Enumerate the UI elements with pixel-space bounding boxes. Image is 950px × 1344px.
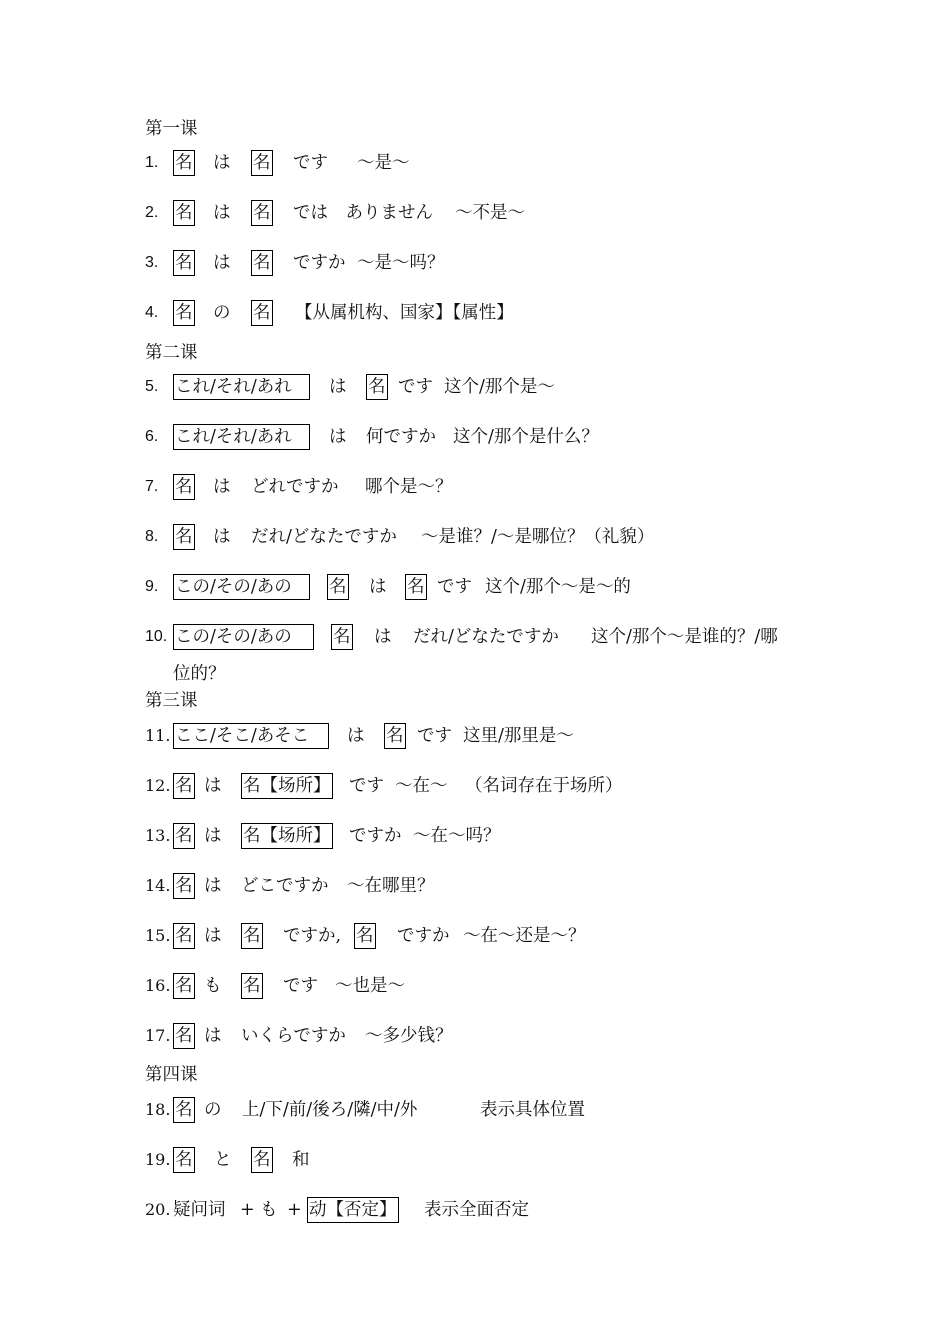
meaning: 哪个是～？ (365, 477, 453, 497)
copula: どれですか (251, 477, 339, 497)
copula: だれ/どなたですか (413, 627, 559, 647)
particle: は (204, 1026, 222, 1046)
particle: は (204, 826, 222, 846)
lesson-heading: 第三课 (145, 691, 198, 711)
position-words: 上/下/前/後ろ/隣/中/外 (242, 1100, 418, 1120)
particle: は (347, 726, 365, 746)
noun-box: 名 (251, 250, 273, 276)
demonstrative-box: ここ/そこ/あそこ (173, 723, 329, 749)
place-noun-box: 名【场所】 (241, 773, 333, 799)
row-number: 16. (145, 976, 171, 995)
noun-box: 名 (241, 973, 263, 999)
row-number: 2. (145, 204, 159, 221)
copula: では ありません (293, 203, 433, 223)
demonstrative-box: この/その/あの (173, 574, 310, 600)
row-number: 6. (145, 428, 159, 445)
meaning: ～不是～ (455, 203, 525, 223)
verb-negative-box: 动【否定】 (307, 1197, 399, 1223)
particle: は (204, 876, 222, 896)
row-number: 13. (145, 826, 171, 845)
particle: は (204, 776, 222, 796)
particle: も (260, 1200, 278, 1220)
noun-box: 名 (173, 1147, 195, 1173)
noun-box: 名 (173, 474, 195, 500)
row-number: 10. (145, 628, 168, 645)
noun-box: 名 (405, 574, 427, 600)
meaning: ～是～ (357, 153, 410, 173)
copula: どこですか (241, 876, 329, 896)
row-continuation: 位的？ (173, 664, 226, 684)
noun-box: 名 (251, 1147, 273, 1173)
noun-box: 名 (331, 624, 353, 650)
demonstrative-box: これ/それ/あれ (173, 374, 310, 400)
meaning: ～在～吗？ (413, 826, 501, 846)
noun-box: 名 (173, 1097, 195, 1123)
copula: ですか (293, 253, 346, 273)
copula: です (349, 776, 384, 796)
particle: は (204, 926, 222, 946)
meaning: ～在～还是～？ (463, 926, 586, 946)
copula: 何ですか (366, 427, 436, 447)
copula: です (293, 153, 328, 173)
noun-box: 名 (173, 973, 195, 999)
row-number: 14. (145, 876, 171, 895)
row-number: 19. (145, 1150, 171, 1169)
row-number: 1. (145, 154, 159, 171)
row-number: 17. (145, 1026, 171, 1045)
meaning: ～是谁？/～是哪位？（礼貌） (421, 527, 655, 547)
particle: は (213, 527, 231, 547)
lesson-heading: 第四课 (145, 1065, 198, 1085)
noun-box: 名 (251, 200, 273, 226)
row-number: 18. (145, 1100, 171, 1119)
particle: は (374, 627, 392, 647)
meaning-note: （名词存在于场所） (465, 776, 623, 796)
noun-box: 名 (354, 923, 376, 949)
copula: だれ/どなたですか (251, 527, 397, 547)
row-number: 20. (145, 1200, 171, 1219)
row-number: 4. (145, 304, 159, 321)
noun-box: 名 (173, 1023, 195, 1049)
copula: です (417, 726, 452, 746)
demonstrative-box: この/その/あの (173, 624, 314, 650)
meaning: 这个/那个～是～的 (485, 577, 631, 597)
noun-box: 名 (173, 300, 195, 326)
particle: は (329, 377, 347, 397)
noun-box: 名 (173, 250, 195, 276)
meaning: 和 (292, 1150, 310, 1170)
meaning: 表示具体位置 (480, 1100, 585, 1120)
particle: と (214, 1150, 232, 1170)
copula: いくらですか (241, 1026, 346, 1046)
demonstrative-box: これ/それ/あれ (173, 424, 310, 450)
row-number: 7. (145, 478, 159, 495)
row-number: 15. (145, 926, 171, 945)
interrogative: 疑问词 (173, 1200, 226, 1220)
lesson-heading: 第一课 (145, 119, 198, 139)
copula: ですか, (283, 926, 342, 946)
particle: の (213, 303, 231, 323)
particle: は (213, 253, 231, 273)
row-number: 12. (145, 776, 171, 795)
meaning: 表示全面否定 (424, 1200, 529, 1220)
row-number: 11. (145, 726, 171, 745)
copula: ですか (397, 926, 450, 946)
particle: は (369, 577, 387, 597)
meaning: ～是～吗？ (357, 253, 445, 273)
row-number: 5. (145, 378, 159, 395)
particle: の (204, 1100, 222, 1120)
noun-box: 名 (173, 873, 195, 899)
particle: も (204, 976, 222, 996)
noun-box: 名 (251, 150, 273, 176)
noun-box: 名 (366, 374, 388, 400)
noun-box: 名 (173, 150, 195, 176)
noun-box: 名 (173, 823, 195, 849)
lesson-heading: 第二课 (145, 343, 198, 363)
particle: は (329, 427, 347, 447)
noun-box: 名 (327, 574, 349, 600)
noun-box: 名 (384, 723, 406, 749)
plus-sign: + (240, 1200, 255, 1220)
plus-sign: + (287, 1200, 302, 1220)
noun-box: 名 (173, 200, 195, 226)
row-number: 9. (145, 578, 159, 595)
noun-box: 名 (173, 524, 195, 550)
meaning: ～在～ (395, 776, 448, 796)
meaning: 这个/那个是什么？ (453, 427, 599, 447)
copula: です (283, 976, 318, 996)
noun-box: 名 (251, 300, 273, 326)
copula: ですか (349, 826, 402, 846)
noun-box: 名 (241, 923, 263, 949)
particle: は (213, 153, 231, 173)
noun-box: 名 (173, 773, 195, 799)
row-number: 8. (145, 528, 159, 545)
meaning: 这里/那里是～ (463, 726, 574, 746)
meaning: 这个/那个是～ (444, 377, 555, 397)
place-noun-box: 名【场所】 (241, 823, 333, 849)
meaning: ～多少钱？ (365, 1026, 453, 1046)
particle: は (213, 477, 231, 497)
copula: です (398, 377, 433, 397)
row-number: 3. (145, 254, 159, 271)
noun-box: 名 (173, 923, 195, 949)
meaning: ～也是～ (335, 976, 405, 996)
meaning: 【从属机构、国家】【属性】 (295, 303, 514, 323)
copula: です (437, 577, 472, 597)
particle: は (213, 203, 231, 223)
meaning: 这个/那个～是谁的？/哪 (591, 627, 778, 647)
meaning: ～在哪里？ (347, 876, 435, 896)
